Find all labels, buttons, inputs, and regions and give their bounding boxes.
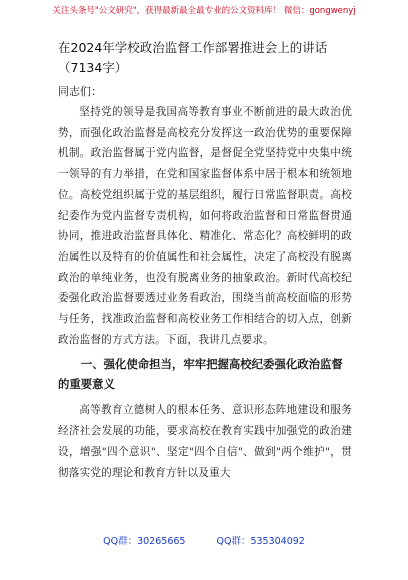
paragraph-section-1: 高等教育立德树人的根本任务、意识形态阵地建设和服务经济社会发展的功能，要求高校在教育实践中加强党的政治建设，增强"四个意识"、坚定"四个自信"、做到"两个维护"，贯彻落实党的理论和教育方针以及重大 <box>58 404 352 479</box>
footer-contacts <box>0 533 408 547</box>
section-heading-1: 一、强化使命担当，牢牢把握高校纪委强化政治监督的重要意义 <box>58 357 343 392</box>
document-title: 在2024年学校政治监督工作部署推进会上的讲话（7134字） <box>58 40 328 75</box>
promo-banner: 关注头条号"公文研究"，获得最新最全最专业的公文资料库！ 微信：gongwenyj <box>52 6 356 16</box>
footer-qq-group-2: QQ群：535304092 <box>216 536 305 547</box>
document-body <box>58 38 352 483</box>
salutation: 同志们： <box>58 85 102 98</box>
footer-qq-group-1: QQ群：30265665 <box>103 536 186 547</box>
paragraph-intro: 坚持党的领导是我国高等教育事业不断前进的最大政治优势，而强化政治监督是高校充分发挥这一政治优势的重要保障机制。政治监督属于党内监督，是督促全党坚持党中央集中统一领导的有力举措，在党和国家监督体系中居于根本和统领地位。高校党组织属于党的基层组织，履行日常监督职责。高校纪委作为党内监督专责机构，如何将政治监督和日常监督贯通协同，推进政治监督具体化、精准化、常态化？高校鲜明的政治属性以及特有的价值属性和社会属性，决定了高校没有脱离政治的单纯业务，也没有脱离业务的抽象政治。新时代高校纪委强化政治监督要透过业务看政治，围绕当前高校面临的形势与任务，找准政治监督和高校业务工作相结合的切入点，创新政治监督的方式方法。下面，我讲几点要求。 <box>58 106 352 346</box>
